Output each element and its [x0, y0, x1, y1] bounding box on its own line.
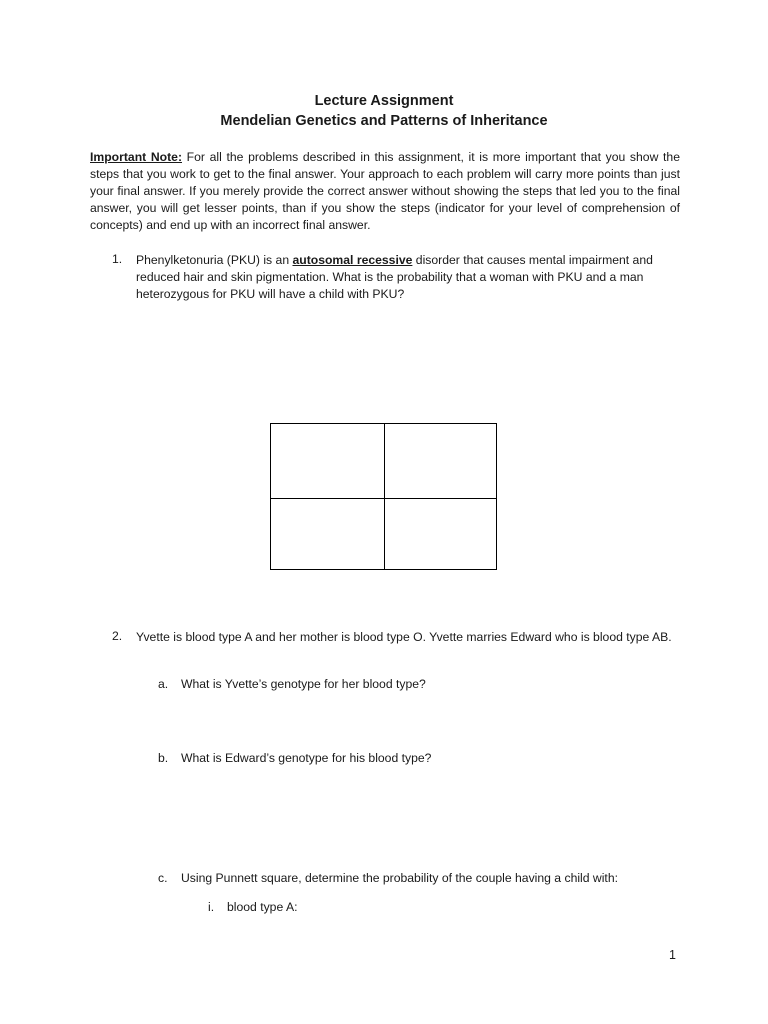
question-2c-i-text: blood type A: [227, 900, 298, 914]
punnett-horizontal-divider [271, 498, 496, 499]
question-2a-label: a. [158, 677, 169, 691]
question-2c-label: c. [158, 871, 168, 885]
question-2c-text: Using Punnett square, determine the probability of the couple having a child with: [181, 871, 618, 885]
page-number: 1 [669, 948, 676, 962]
question-2c-i-label: i. [208, 900, 215, 914]
question-2b-text: What is Edward’s genotype for his blood type? [181, 751, 432, 765]
assignment-title: Lecture Assignment [314, 93, 454, 109]
punnett-vertical-divider [384, 424, 385, 569]
question-1-number: 1. [112, 252, 123, 266]
question-1-emphasis: autosomal recessive [292, 253, 413, 267]
question-1-text-before: Phenylketonuria (PKU) is an [136, 253, 293, 267]
question-1-text [136, 252, 676, 303]
question-2-text: Yvette is blood type A and her mother is blood type O. Yvette marries Edward who is blood type AB. [136, 630, 672, 644]
important-note [90, 149, 680, 234]
important-note-text: For all the problems described in this assignment, it is more important that you show the steps that you work to get to the final answer. Your approach to each problem will carry more points than just your final answer. If you merely provide the correct answer without showing the steps that led you to the final answer, you will get lesser points, than if you show the steps (indicator for your level of comprehension of concepts) and end up with an incorrect final answer. [90, 150, 680, 232]
important-note-label: Important Note: [90, 150, 182, 164]
assignment-subtitle: Mendelian Genetics and Patterns of Inheritance [220, 113, 548, 129]
question-2a-text: What is Yvette’s genotype for her blood type? [181, 677, 426, 691]
punnett-square [270, 423, 497, 570]
question-2b-label: b. [158, 751, 169, 765]
question-1-text-after: disorder that causes mental impairment and reduced hair and skin pigmentation. What is the probability that a woman with PKU and a man heterozygous for PKU will have a child with PKU? [136, 253, 653, 301]
question-2-number: 2. [112, 629, 123, 643]
